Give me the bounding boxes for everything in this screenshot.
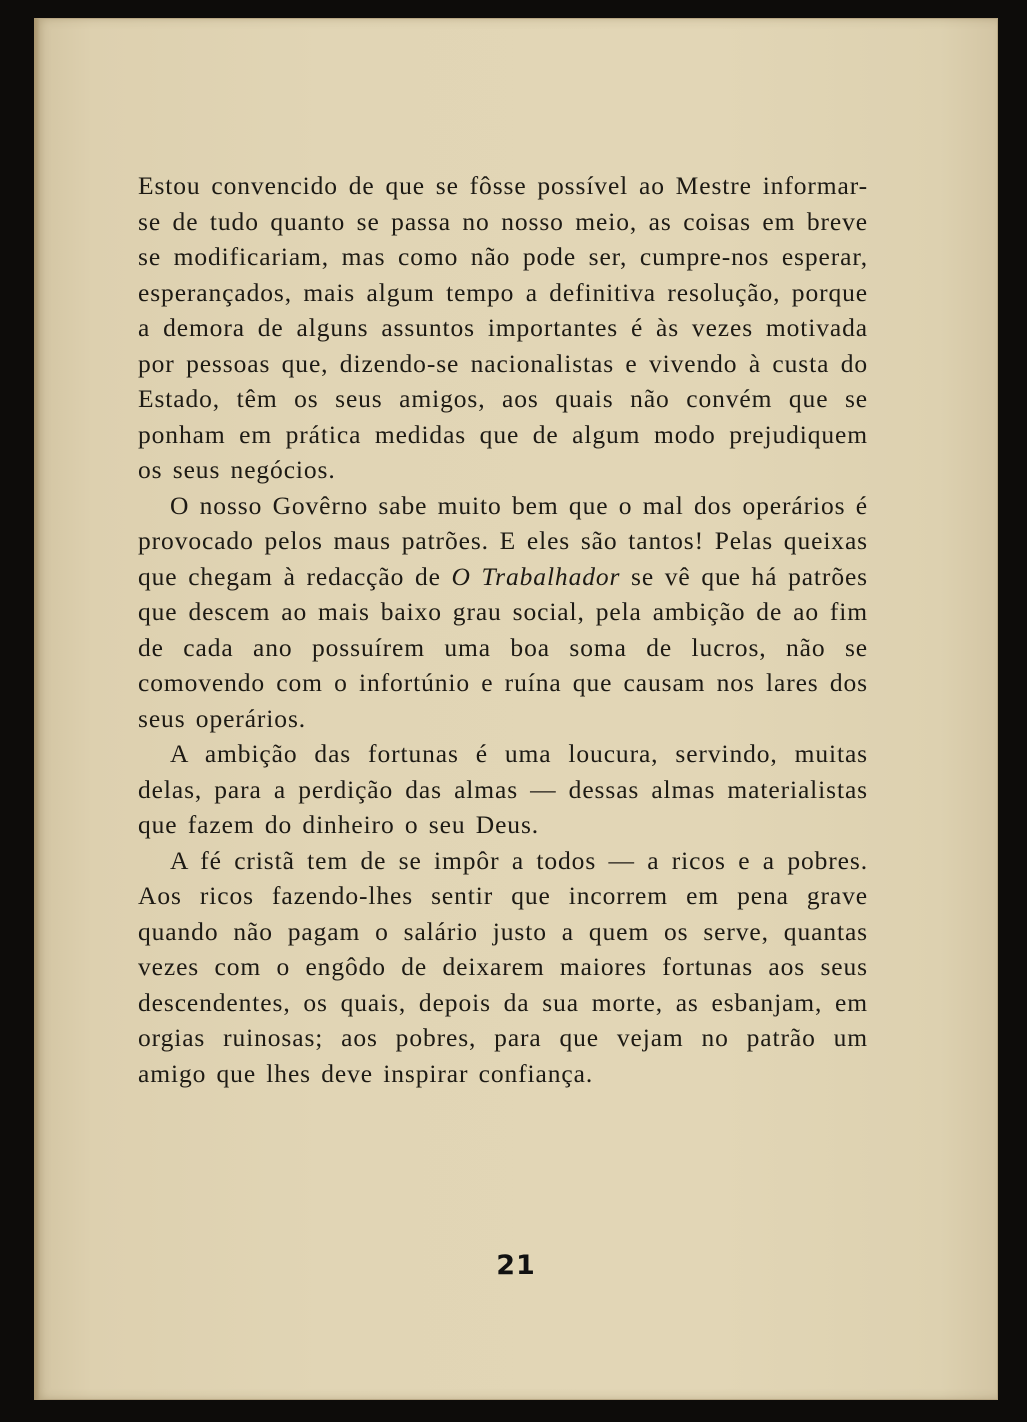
- paragraph-3-text: A ambição das fortunas é uma loucura, servindo, muitas delas, para a perdição das almas — dessas almas materialistas que fazem do dinheiro o seu Deus.: [138, 739, 868, 839]
- paragraph-1-text: Estou convencido de que se fôsse possível ao Mestre informar-se de tudo quanto se passa no nosso meio, as coisas em breve se modificariam, mas como não pode ser, cumpre-nos esperar, esperançados, mais algum tempo a definitiva resolução, porque a demora de alguns assuntos importantes é às vezes motivada por pessoas que, dizendo-se nacionalistas e vivendo à custa do Estado, têm os seus amigos, aos quais não convém que se ponham em prática medidas que de algum modo prejudiquem os seus negócios.: [138, 171, 868, 484]
- paragraph-3: [138, 736, 868, 843]
- page-binding-shadow: [34, 18, 40, 1400]
- paragraph-1: [138, 168, 868, 488]
- book-page: [34, 18, 998, 1400]
- body-text: [138, 168, 868, 1091]
- page-number: 21: [496, 1250, 536, 1281]
- paragraph-2: [138, 488, 868, 737]
- newspaper-title: O Trabalhador: [451, 561, 621, 591]
- paragraph-4: [138, 843, 868, 1092]
- paragraph-2-text-start: O nosso Govêrno sabe muito bem que o mal dos operários é provocado pelos maus patrões. E eles são tantos! Pelas queixas que chegam à redacção de: [138, 490, 868, 591]
- paragraph-4-text: A fé cristã tem de se impôr a todos — a ricos e a pobres. Aos ricos fazendo-lhes sentir que incorrem em pena grave quando não pagam o salário justo a quem os serve, quantas vezes com o engôdo de deixarem maiores fortunas aos seus descendentes, os quais, depois da sua morte, as esbanjam, em orgias ruinosas; aos pobres, para que vejam no patrão um amigo que lhes deve inspirar confiança.: [138, 845, 868, 1088]
- paragraph-2-text-end: se vê que há patrões que descem ao mais baixo grau social, pela ambição de ao fim de cada ano possuírem uma boa soma de lucros, não se comovendo com o infortúnio e ruína que causam nos lares dos seus operários.: [138, 561, 869, 733]
